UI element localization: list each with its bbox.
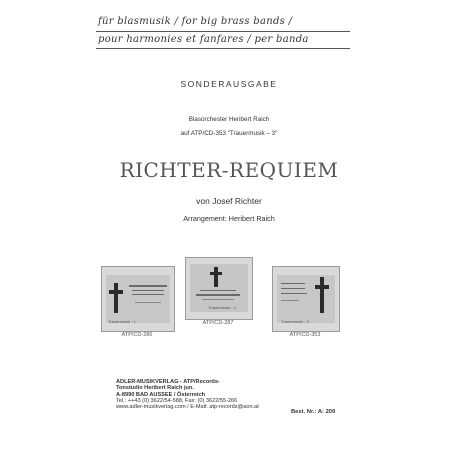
cover-1-caption: ATP/CD-286: [121, 332, 153, 338]
album-cover-2: [185, 257, 253, 320]
composer-line: von Josef Richter: [196, 196, 262, 206]
page-title: RICHTER-REQUIEM: [119, 158, 339, 182]
header-line-1: für blasmusik / for big brass bands /: [98, 16, 293, 27]
cross-icon: [315, 277, 329, 313]
cover-2-caption: ATP/CD-287: [202, 320, 234, 326]
arrangement-line: Arrangement: Heribert Raich: [183, 214, 275, 223]
cross-icon: [109, 283, 123, 313]
cover-3-caption: ATP/CD-353: [289, 332, 321, 338]
publisher-address: A-8990 BAD AUSSEE / Österreich: [116, 391, 206, 398]
cover-2-label: Trauermusik - 2: [208, 305, 236, 310]
album-cover-3: [272, 266, 340, 332]
header-rule-2: [96, 48, 350, 49]
header-rule-1: [96, 31, 350, 32]
cross-icon: [210, 267, 222, 287]
edition-label: SONDERAUSGABE: [180, 79, 278, 89]
cover-1-label: Trauermusik - 1: [108, 319, 136, 324]
orchestra-line: Blasorchester Heribert Raich: [188, 116, 270, 123]
publisher-studio: Tonstudio Heribert Raich jun.: [116, 385, 194, 392]
order-number: Best. Nr.: A: 209: [291, 409, 336, 415]
header-line-2: pour harmonies et fanfares / per banda: [98, 34, 309, 45]
publisher-info: [116, 379, 259, 410]
publisher-phone: Tel.: ++43 (0) 3622/54-588, Fax: (0) 3622/55-266: [116, 397, 238, 404]
publisher-name: ADLER-MUSIKVERLAG - ATP/Records-: [116, 379, 220, 385]
cover-3-label: Trauermusik - 3: [281, 319, 309, 324]
publisher-web: www.adler-musikverlag.com / E-Mail: atp-records@aon.at: [116, 404, 259, 411]
album-cover-1: [101, 266, 175, 332]
recording-line: auf ATP/CD-353 "Trauermusik – 3": [180, 130, 278, 137]
